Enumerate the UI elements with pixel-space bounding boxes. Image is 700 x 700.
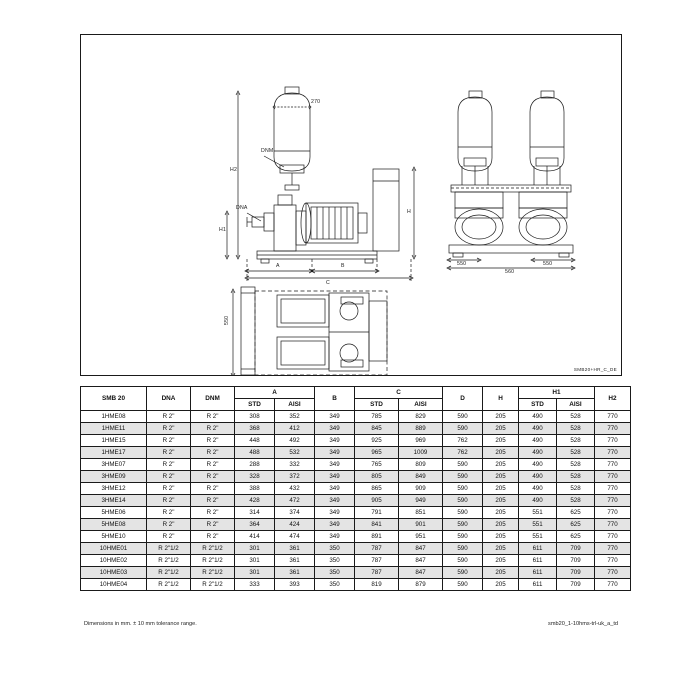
cell-b: 349 <box>315 435 355 447</box>
cell-dnm: R 2" <box>191 411 235 423</box>
cell-h1-aisi: 528 <box>557 435 595 447</box>
cell-a-aisi: 361 <box>275 555 315 567</box>
cell-dna: R 2" <box>147 483 191 495</box>
cell-dna: R 2"1/2 <box>147 543 191 555</box>
cell-h: 205 <box>483 459 519 471</box>
table-row <box>81 579 631 591</box>
cell-a-aisi: 432 <box>275 483 315 495</box>
cell-h1-std: 551 <box>519 507 557 519</box>
cell-c-aisi: 829 <box>399 411 443 423</box>
table-row <box>81 423 631 435</box>
pump-assembly-drawing <box>81 35 621 375</box>
cell-c-aisi: 1009 <box>399 447 443 459</box>
cell-c-std: 905 <box>355 495 399 507</box>
cell-b: 350 <box>315 579 355 591</box>
cell-dna: R 2"1/2 <box>147 555 191 567</box>
cell-c-aisi: 949 <box>399 495 443 507</box>
cell-dnm: R 2" <box>191 423 235 435</box>
cell-d: 590 <box>443 555 483 567</box>
th-d: D <box>443 387 483 411</box>
cell-model: 5HME08 <box>81 519 147 531</box>
cell-c-aisi: 909 <box>399 483 443 495</box>
cell-h1-std: 490 <box>519 411 557 423</box>
cell-dnm: R 2"1/2 <box>191 555 235 567</box>
cell-h1-aisi: 709 <box>557 543 595 555</box>
cell-a-aisi: 332 <box>275 459 315 471</box>
cell-h1-std: 490 <box>519 459 557 471</box>
cell-c-std: 819 <box>355 579 399 591</box>
cell-h1-std: 490 <box>519 471 557 483</box>
cell-c-std: 791 <box>355 507 399 519</box>
cell-a-std: 301 <box>235 555 275 567</box>
cell-model: 5HME06 <box>81 507 147 519</box>
table-row <box>81 483 631 495</box>
cell-h: 205 <box>483 447 519 459</box>
dimensions-table <box>80 386 631 591</box>
th-h1-aisi: AISI <box>557 399 595 411</box>
cell-a-std: 333 <box>235 579 275 591</box>
cell-h2: 770 <box>595 555 631 567</box>
cell-model: 5HME10 <box>81 531 147 543</box>
cell-a-aisi: 532 <box>275 447 315 459</box>
cell-d: 590 <box>443 495 483 507</box>
cell-a-std: 414 <box>235 531 275 543</box>
label-h: H <box>407 209 411 215</box>
cell-h: 205 <box>483 483 519 495</box>
plan-view <box>231 287 387 375</box>
technical-drawing-panel <box>80 34 622 376</box>
cell-h: 205 <box>483 435 519 447</box>
label-270: 270 <box>311 99 321 105</box>
cell-dnm: R 2"1/2 <box>191 567 235 579</box>
th-c-aisi: AISI <box>399 399 443 411</box>
cell-b: 349 <box>315 531 355 543</box>
cell-c-std: 805 <box>355 471 399 483</box>
cell-b: 349 <box>315 483 355 495</box>
cell-a-aisi: 374 <box>275 507 315 519</box>
cell-h1-std: 490 <box>519 495 557 507</box>
cell-dnm: R 2" <box>191 459 235 471</box>
cell-model: 3HME07 <box>81 459 147 471</box>
cell-a-std: 448 <box>235 435 275 447</box>
cell-model: 10HME01 <box>81 543 147 555</box>
cell-d: 590 <box>443 411 483 423</box>
cell-dna: R 2" <box>147 519 191 531</box>
label-a: A <box>276 263 280 269</box>
expansion-tank-left <box>273 87 311 190</box>
footer-document-code: smb20_1-10hms-trl-uk_a_td <box>548 621 618 627</box>
twin-unit-front-view <box>447 91 575 270</box>
cell-b: 349 <box>315 447 355 459</box>
cell-dna: R 2" <box>147 471 191 483</box>
label-550-plan: 550 <box>224 315 230 325</box>
cell-d: 590 <box>443 543 483 555</box>
pump-body-left <box>274 195 367 251</box>
cell-c-std: 785 <box>355 411 399 423</box>
cell-h2: 770 <box>595 579 631 591</box>
dimensions-table-body <box>81 411 631 591</box>
label-b: B <box>341 263 345 269</box>
cell-model: 3HME14 <box>81 495 147 507</box>
cell-h1-std: 551 <box>519 531 557 543</box>
cell-c-aisi: 969 <box>399 435 443 447</box>
cell-b: 349 <box>315 519 355 531</box>
drawing-code: SMB20+HR_C_DE <box>573 367 617 372</box>
cell-c-std: 891 <box>355 531 399 543</box>
table-row <box>81 543 631 555</box>
th-h1: H1 <box>519 387 595 399</box>
cell-d: 590 <box>443 459 483 471</box>
cell-dnm: R 2"1/2 <box>191 543 235 555</box>
cell-c-aisi: 847 <box>399 555 443 567</box>
cell-c-std: 965 <box>355 447 399 459</box>
cell-c-aisi: 809 <box>399 459 443 471</box>
cell-h1-std: 490 <box>519 435 557 447</box>
cell-a-aisi: 393 <box>275 579 315 591</box>
cell-d: 762 <box>443 447 483 459</box>
cell-dnm: R 2" <box>191 471 235 483</box>
cell-c-std: 925 <box>355 435 399 447</box>
cell-h2: 770 <box>595 471 631 483</box>
control-cabinet-left <box>373 169 399 251</box>
cell-h: 205 <box>483 567 519 579</box>
cell-a-std: 301 <box>235 567 275 579</box>
cell-dnm: R 2" <box>191 519 235 531</box>
cell-c-aisi: 851 <box>399 507 443 519</box>
dim-h2-left <box>236 91 240 259</box>
cell-c-std: 787 <box>355 543 399 555</box>
cell-h: 205 <box>483 543 519 555</box>
cell-dna: R 2" <box>147 435 191 447</box>
cell-h1-aisi: 528 <box>557 423 595 435</box>
cell-dna: R 2"1/2 <box>147 567 191 579</box>
cell-c-std: 845 <box>355 423 399 435</box>
table-row <box>81 471 631 483</box>
cell-h1-aisi: 625 <box>557 531 595 543</box>
cell-a-std: 428 <box>235 495 275 507</box>
cell-b: 349 <box>315 471 355 483</box>
cell-a-aisi: 424 <box>275 519 315 531</box>
cell-c-std: 865 <box>355 483 399 495</box>
dim-h-left <box>412 167 416 259</box>
cell-a-aisi: 372 <box>275 471 315 483</box>
th-dna: DNA <box>147 387 191 411</box>
cell-b: 349 <box>315 459 355 471</box>
label-dna: DNA <box>236 205 248 211</box>
cell-c-aisi: 901 <box>399 519 443 531</box>
cell-h1-aisi: 709 <box>557 555 595 567</box>
cell-model: 10HME04 <box>81 579 147 591</box>
table-row <box>81 507 631 519</box>
th-h1-std: STD <box>519 399 557 411</box>
cell-dnm: R 2"1/2 <box>191 579 235 591</box>
dim-h1-left <box>225 211 229 259</box>
cell-h1-aisi: 528 <box>557 495 595 507</box>
cell-h2: 770 <box>595 519 631 531</box>
cell-a-std: 314 <box>235 507 275 519</box>
cell-model: 1HME17 <box>81 447 147 459</box>
cell-a-aisi: 492 <box>275 435 315 447</box>
cell-a-std: 301 <box>235 543 275 555</box>
cell-h1-std: 490 <box>519 483 557 495</box>
cell-h1-aisi: 709 <box>557 579 595 591</box>
cell-h1-aisi: 528 <box>557 471 595 483</box>
cell-b: 350 <box>315 555 355 567</box>
base-frame-left <box>257 251 377 263</box>
label-h1: H1 <box>219 227 227 233</box>
table-row <box>81 495 631 507</box>
cell-dna: R 2" <box>147 423 191 435</box>
cell-model: 1HME11 <box>81 423 147 435</box>
table-row <box>81 459 631 471</box>
cell-h: 205 <box>483 531 519 543</box>
cell-dna: R 2" <box>147 507 191 519</box>
cell-h1-std: 611 <box>519 567 557 579</box>
cell-b: 349 <box>315 423 355 435</box>
cell-a-std: 328 <box>235 471 275 483</box>
cell-h1-aisi: 709 <box>557 567 595 579</box>
cell-b: 349 <box>315 495 355 507</box>
cell-c-aisi: 879 <box>399 579 443 591</box>
cell-h1-std: 490 <box>519 423 557 435</box>
cell-h1-std: 611 <box>519 555 557 567</box>
cell-dnm: R 2" <box>191 435 235 447</box>
cell-h1-aisi: 528 <box>557 483 595 495</box>
th-c-std: STD <box>355 399 399 411</box>
cell-a-std: 364 <box>235 519 275 531</box>
cell-h1-aisi: 528 <box>557 459 595 471</box>
cell-h1-aisi: 528 <box>557 447 595 459</box>
table-row <box>81 447 631 459</box>
cell-d: 590 <box>443 531 483 543</box>
cell-c-std: 765 <box>355 459 399 471</box>
cell-model: 1HME15 <box>81 435 147 447</box>
th-a: A <box>235 387 315 399</box>
cell-c-aisi: 849 <box>399 471 443 483</box>
cell-a-aisi: 361 <box>275 543 315 555</box>
cell-h2: 770 <box>595 567 631 579</box>
cell-dnm: R 2" <box>191 507 235 519</box>
cell-d: 590 <box>443 507 483 519</box>
cell-d: 590 <box>443 423 483 435</box>
th-a-std: STD <box>235 399 275 411</box>
cell-h2: 770 <box>595 435 631 447</box>
cell-h: 205 <box>483 423 519 435</box>
cell-c-std: 841 <box>355 519 399 531</box>
cell-a-aisi: 412 <box>275 423 315 435</box>
cell-a-std: 288 <box>235 459 275 471</box>
cell-a-aisi: 472 <box>275 495 315 507</box>
th-model: SMB 20 <box>81 387 147 411</box>
cell-h: 205 <box>483 411 519 423</box>
footnote-tolerance: Dimensions in mm. ± 10 mm tolerance range. <box>84 621 197 627</box>
cell-d: 590 <box>443 471 483 483</box>
cell-h2: 770 <box>595 507 631 519</box>
cell-dna: R 2" <box>147 495 191 507</box>
cell-c-aisi: 847 <box>399 567 443 579</box>
cell-c-aisi: 847 <box>399 543 443 555</box>
cell-a-aisi: 352 <box>275 411 315 423</box>
table-row <box>81 567 631 579</box>
dim-abc-left <box>245 259 413 281</box>
label-550-left: 550 <box>457 261 467 267</box>
cell-h: 205 <box>483 495 519 507</box>
cell-model: 10HME02 <box>81 555 147 567</box>
table-row <box>81 555 631 567</box>
cell-dna: R 2" <box>147 459 191 471</box>
cell-h: 205 <box>483 507 519 519</box>
cell-h2: 770 <box>595 459 631 471</box>
table-row <box>81 411 631 423</box>
cell-h: 205 <box>483 519 519 531</box>
th-a-aisi: AISI <box>275 399 315 411</box>
cell-b: 350 <box>315 567 355 579</box>
th-b: B <box>315 387 355 411</box>
cell-a-aisi: 474 <box>275 531 315 543</box>
dimensions-table-wrap <box>80 386 620 591</box>
cell-h1-aisi: 528 <box>557 411 595 423</box>
cell-b: 349 <box>315 411 355 423</box>
cell-h1-std: 611 <box>519 579 557 591</box>
th-dnm: DNM <box>191 387 235 411</box>
table-row <box>81 531 631 543</box>
cell-h2: 770 <box>595 531 631 543</box>
cell-h1-std: 490 <box>519 447 557 459</box>
cell-model: 3HME12 <box>81 483 147 495</box>
cell-dnm: R 2" <box>191 531 235 543</box>
th-h: H <box>483 387 519 411</box>
table-row <box>81 435 631 447</box>
cell-c-std: 787 <box>355 567 399 579</box>
cell-c-std: 787 <box>355 555 399 567</box>
cell-h1-aisi: 625 <box>557 507 595 519</box>
cell-d: 590 <box>443 519 483 531</box>
label-h2: H2 <box>230 167 238 173</box>
label-c: C <box>326 280 330 286</box>
cell-c-aisi: 951 <box>399 531 443 543</box>
cell-h1-std: 551 <box>519 519 557 531</box>
cell-a-std: 488 <box>235 447 275 459</box>
cell-h: 205 <box>483 579 519 591</box>
cell-h1-aisi: 625 <box>557 519 595 531</box>
cell-a-aisi: 361 <box>275 567 315 579</box>
cell-dna: R 2" <box>147 531 191 543</box>
cell-dna: R 2"1/2 <box>147 579 191 591</box>
cell-h2: 770 <box>595 447 631 459</box>
cell-dnm: R 2" <box>191 447 235 459</box>
cell-h2: 770 <box>595 483 631 495</box>
cell-d: 590 <box>443 483 483 495</box>
cell-b: 349 <box>315 507 355 519</box>
th-h2: H2 <box>595 387 631 411</box>
cell-c-aisi: 889 <box>399 423 443 435</box>
label-dnm: DNM <box>261 148 274 154</box>
cell-model: 3HME09 <box>81 471 147 483</box>
cell-b: 350 <box>315 543 355 555</box>
label-550-right: 550 <box>543 261 553 267</box>
cell-d: 590 <box>443 579 483 591</box>
cell-a-std: 368 <box>235 423 275 435</box>
cell-h: 205 <box>483 471 519 483</box>
cell-dnm: R 2" <box>191 483 235 495</box>
cell-dna: R 2" <box>147 447 191 459</box>
th-c: C <box>355 387 443 399</box>
cell-d: 762 <box>443 435 483 447</box>
cell-dnm: R 2" <box>191 495 235 507</box>
cell-a-std: 388 <box>235 483 275 495</box>
cell-a-std: 308 <box>235 411 275 423</box>
cell-d: 590 <box>443 567 483 579</box>
table-row <box>81 519 631 531</box>
cell-h2: 770 <box>595 543 631 555</box>
cell-h2: 770 <box>595 495 631 507</box>
label-560: 560 <box>505 269 515 275</box>
cell-h2: 770 <box>595 423 631 435</box>
cell-model: 10HME03 <box>81 567 147 579</box>
cell-h: 205 <box>483 555 519 567</box>
cell-dna: R 2" <box>147 411 191 423</box>
cell-model: 1HME08 <box>81 411 147 423</box>
cell-h1-std: 611 <box>519 543 557 555</box>
cell-h2: 770 <box>595 411 631 423</box>
